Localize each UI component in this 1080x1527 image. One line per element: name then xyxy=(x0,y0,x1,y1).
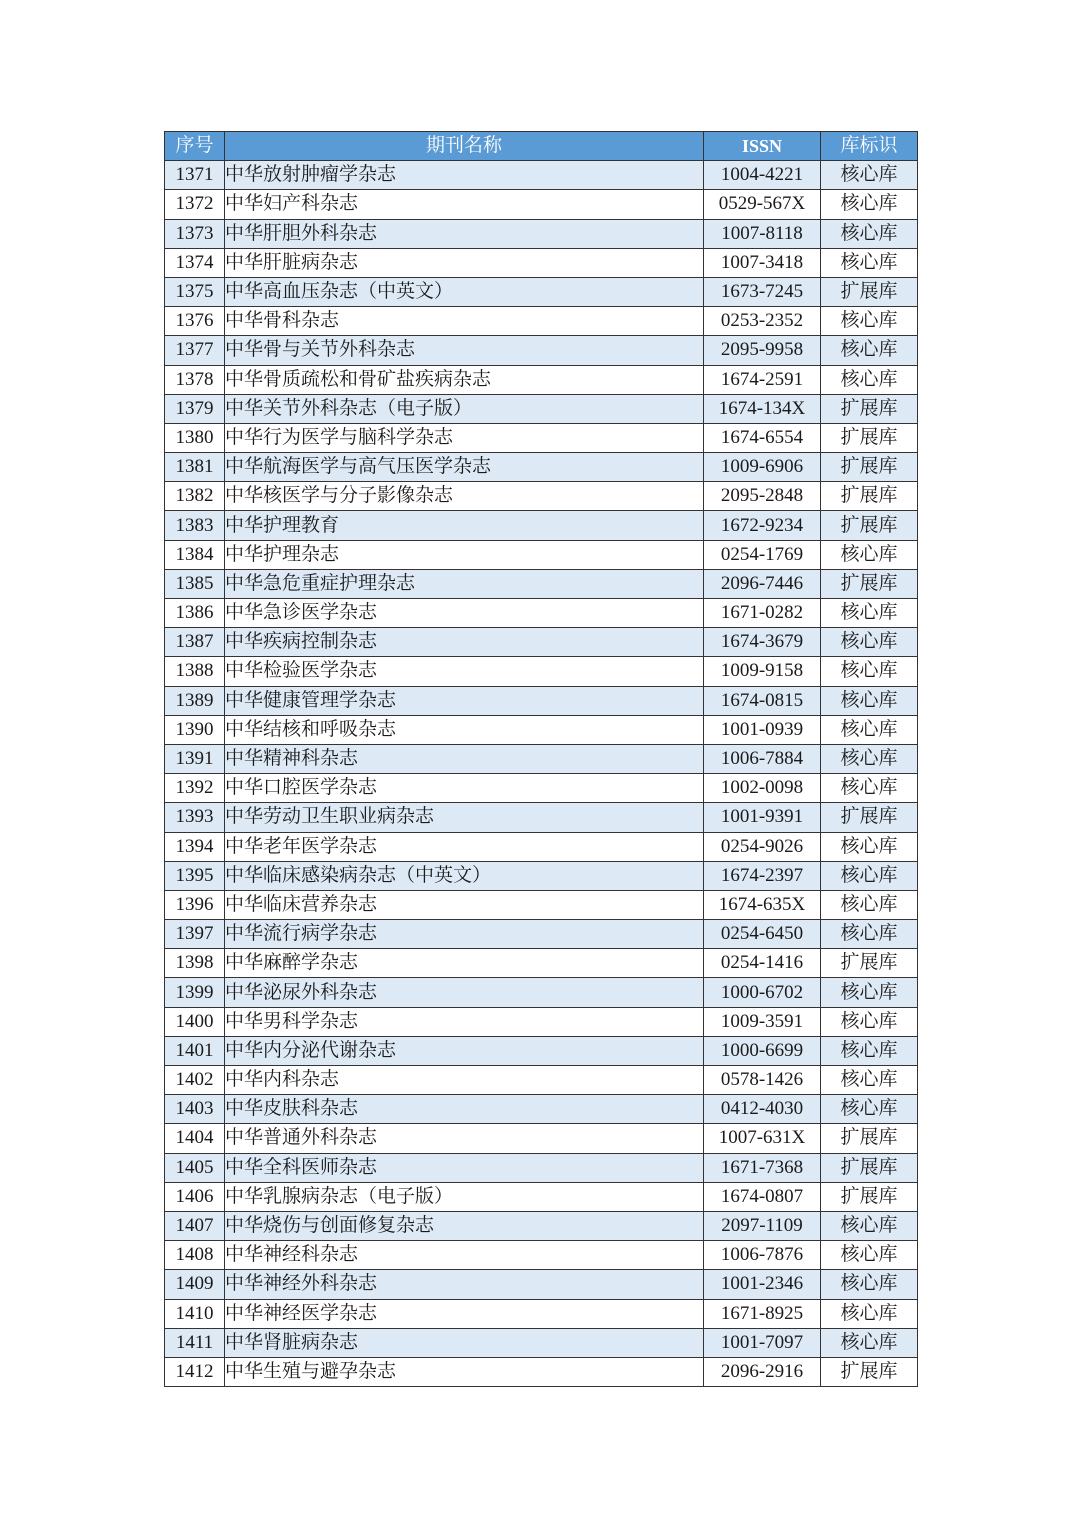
row-issn: 1674-0807 xyxy=(704,1182,821,1211)
row-journal-name: 中华急危重症护理杂志 xyxy=(225,569,704,598)
row-index: 1406 xyxy=(165,1182,225,1211)
row-index: 1399 xyxy=(165,978,225,1007)
row-journal-name: 中华肝脏病杂志 xyxy=(225,248,704,277)
row-library-tag: 核心库 xyxy=(821,219,918,248)
row-issn: 1001-0939 xyxy=(704,715,821,744)
row-journal-name: 中华皮肤科杂志 xyxy=(225,1095,704,1124)
table-row xyxy=(165,774,918,803)
row-issn: 0253-2352 xyxy=(704,307,821,336)
table-row xyxy=(165,803,918,832)
row-journal-name: 中华护理教育 xyxy=(225,511,704,540)
row-journal-name: 中华肾脏病杂志 xyxy=(225,1328,704,1357)
table-row xyxy=(165,686,918,715)
row-library-tag: 核心库 xyxy=(821,832,918,861)
table-row xyxy=(165,861,918,890)
document-page xyxy=(164,131,917,1387)
table-row xyxy=(165,1095,918,1124)
row-index: 1403 xyxy=(165,1095,225,1124)
row-journal-name: 中华妇产科杂志 xyxy=(225,190,704,219)
row-library-tag: 扩展库 xyxy=(821,569,918,598)
row-issn: 1674-635X xyxy=(704,890,821,919)
row-issn: 1007-3418 xyxy=(704,248,821,277)
row-index: 1392 xyxy=(165,774,225,803)
row-journal-name: 中华行为医学与脑科学杂志 xyxy=(225,423,704,452)
row-index: 1408 xyxy=(165,1241,225,1270)
table-row xyxy=(165,715,918,744)
row-library-tag: 核心库 xyxy=(821,1299,918,1328)
row-library-tag: 核心库 xyxy=(821,1066,918,1095)
row-issn: 1674-134X xyxy=(704,394,821,423)
row-library-tag: 扩展库 xyxy=(821,482,918,511)
table-row xyxy=(165,628,918,657)
row-index: 1375 xyxy=(165,277,225,306)
table-row xyxy=(165,161,918,190)
row-library-tag: 核心库 xyxy=(821,599,918,628)
row-issn: 1674-3679 xyxy=(704,628,821,657)
row-issn: 0254-1416 xyxy=(704,949,821,978)
row-index: 1377 xyxy=(165,336,225,365)
row-journal-name: 中华普通外科杂志 xyxy=(225,1124,704,1153)
row-journal-name: 中华男科学杂志 xyxy=(225,1007,704,1036)
row-index: 1379 xyxy=(165,394,225,423)
table-row xyxy=(165,423,918,452)
row-library-tag: 核心库 xyxy=(821,1007,918,1036)
table-row xyxy=(165,890,918,919)
row-index: 1397 xyxy=(165,920,225,949)
row-journal-name: 中华疾病控制杂志 xyxy=(225,628,704,657)
row-index: 1404 xyxy=(165,1124,225,1153)
row-library-tag: 核心库 xyxy=(821,920,918,949)
row-library-tag: 核心库 xyxy=(821,978,918,1007)
row-journal-name: 中华关节外科杂志（电子版） xyxy=(225,394,704,423)
row-journal-name: 中华精神科杂志 xyxy=(225,744,704,773)
row-index: 1409 xyxy=(165,1270,225,1299)
row-journal-name: 中华内分泌代谢杂志 xyxy=(225,1036,704,1065)
table-row xyxy=(165,657,918,686)
row-issn: 1006-7876 xyxy=(704,1241,821,1270)
row-issn: 2096-2916 xyxy=(704,1357,821,1386)
table-row xyxy=(165,832,918,861)
row-index: 1382 xyxy=(165,482,225,511)
row-library-tag: 扩展库 xyxy=(821,1182,918,1211)
row-journal-name: 中华神经外科杂志 xyxy=(225,1270,704,1299)
row-index: 1402 xyxy=(165,1066,225,1095)
row-issn: 1004-4221 xyxy=(704,161,821,190)
header-index: 序号 xyxy=(165,132,225,161)
header-issn: ISSN xyxy=(704,132,821,161)
row-journal-name: 中华骨与关节外科杂志 xyxy=(225,336,704,365)
table-row xyxy=(165,569,918,598)
row-journal-name: 中华泌尿外科杂志 xyxy=(225,978,704,1007)
row-library-tag: 核心库 xyxy=(821,657,918,686)
row-issn: 1002-0098 xyxy=(704,774,821,803)
row-journal-name: 中华神经科杂志 xyxy=(225,1241,704,1270)
row-issn: 1009-3591 xyxy=(704,1007,821,1036)
row-issn: 1674-2591 xyxy=(704,365,821,394)
row-index: 1386 xyxy=(165,599,225,628)
row-issn: 1001-9391 xyxy=(704,803,821,832)
row-issn: 1009-9158 xyxy=(704,657,821,686)
row-library-tag: 核心库 xyxy=(821,248,918,277)
row-issn: 0529-567X xyxy=(704,190,821,219)
row-index: 1373 xyxy=(165,219,225,248)
row-index: 1387 xyxy=(165,628,225,657)
table-row xyxy=(165,1007,918,1036)
row-library-tag: 扩展库 xyxy=(821,277,918,306)
row-index: 1395 xyxy=(165,861,225,890)
row-library-tag: 核心库 xyxy=(821,190,918,219)
row-journal-name: 中华神经医学杂志 xyxy=(225,1299,704,1328)
row-issn: 1007-631X xyxy=(704,1124,821,1153)
row-issn: 1671-0282 xyxy=(704,599,821,628)
row-journal-name: 中华高血压杂志（中英文） xyxy=(225,277,704,306)
row-journal-name: 中华护理杂志 xyxy=(225,540,704,569)
row-library-tag: 核心库 xyxy=(821,1328,918,1357)
table-row xyxy=(165,1036,918,1065)
row-issn: 0254-1769 xyxy=(704,540,821,569)
row-issn: 0578-1426 xyxy=(704,1066,821,1095)
row-journal-name: 中华麻醉学杂志 xyxy=(225,949,704,978)
table-row xyxy=(165,307,918,336)
row-library-tag: 扩展库 xyxy=(821,423,918,452)
row-library-tag: 核心库 xyxy=(821,1095,918,1124)
row-library-tag: 扩展库 xyxy=(821,949,918,978)
table-row xyxy=(165,511,918,540)
row-library-tag: 扩展库 xyxy=(821,1357,918,1386)
row-library-tag: 核心库 xyxy=(821,1241,918,1270)
journal-list-table xyxy=(164,131,918,1387)
table-row xyxy=(165,1328,918,1357)
row-index: 1396 xyxy=(165,890,225,919)
row-journal-name: 中华检验医学杂志 xyxy=(225,657,704,686)
row-issn: 2097-1109 xyxy=(704,1211,821,1240)
row-issn: 1000-6702 xyxy=(704,978,821,1007)
row-index: 1380 xyxy=(165,423,225,452)
table-row xyxy=(165,540,918,569)
row-library-tag: 核心库 xyxy=(821,336,918,365)
row-library-tag: 核心库 xyxy=(821,540,918,569)
row-journal-name: 中华放射肿瘤学杂志 xyxy=(225,161,704,190)
row-issn: 0412-4030 xyxy=(704,1095,821,1124)
row-index: 1398 xyxy=(165,949,225,978)
row-library-tag: 核心库 xyxy=(821,774,918,803)
row-library-tag: 扩展库 xyxy=(821,803,918,832)
row-journal-name: 中华临床营养杂志 xyxy=(225,890,704,919)
table-row xyxy=(165,365,918,394)
header-row xyxy=(165,132,918,161)
row-journal-name: 中华劳动卫生职业病杂志 xyxy=(225,803,704,832)
row-library-tag: 扩展库 xyxy=(821,453,918,482)
row-index: 1405 xyxy=(165,1153,225,1182)
row-index: 1388 xyxy=(165,657,225,686)
row-index: 1381 xyxy=(165,453,225,482)
row-issn: 1007-8118 xyxy=(704,219,821,248)
row-index: 1390 xyxy=(165,715,225,744)
row-library-tag: 扩展库 xyxy=(821,1124,918,1153)
table-row xyxy=(165,336,918,365)
row-library-tag: 核心库 xyxy=(821,628,918,657)
row-index: 1407 xyxy=(165,1211,225,1240)
row-index: 1374 xyxy=(165,248,225,277)
row-index: 1371 xyxy=(165,161,225,190)
row-journal-name: 中华核医学与分子影像杂志 xyxy=(225,482,704,511)
row-library-tag: 核心库 xyxy=(821,1036,918,1065)
table-row xyxy=(165,482,918,511)
row-issn: 2096-7446 xyxy=(704,569,821,598)
row-journal-name: 中华全科医师杂志 xyxy=(225,1153,704,1182)
table-row xyxy=(165,978,918,1007)
row-library-tag: 核心库 xyxy=(821,1270,918,1299)
row-issn: 0254-6450 xyxy=(704,920,821,949)
row-library-tag: 核心库 xyxy=(821,861,918,890)
table-row xyxy=(165,453,918,482)
row-journal-name: 中华生殖与避孕杂志 xyxy=(225,1357,704,1386)
row-journal-name: 中华内科杂志 xyxy=(225,1066,704,1095)
table-row xyxy=(165,1299,918,1328)
row-issn: 1006-7884 xyxy=(704,744,821,773)
row-index: 1393 xyxy=(165,803,225,832)
row-index: 1372 xyxy=(165,190,225,219)
row-issn: 1001-7097 xyxy=(704,1328,821,1357)
row-journal-name: 中华肝胆外科杂志 xyxy=(225,219,704,248)
row-journal-name: 中华骨质疏松和骨矿盐疾病杂志 xyxy=(225,365,704,394)
row-index: 1401 xyxy=(165,1036,225,1065)
table-header xyxy=(165,132,918,161)
row-issn: 1673-7245 xyxy=(704,277,821,306)
row-library-tag: 核心库 xyxy=(821,161,918,190)
row-issn: 1671-7368 xyxy=(704,1153,821,1182)
table-row xyxy=(165,219,918,248)
row-library-tag: 核心库 xyxy=(821,715,918,744)
row-issn: 2095-2848 xyxy=(704,482,821,511)
row-index: 1378 xyxy=(165,365,225,394)
header-journal-name: 期刊名称 xyxy=(225,132,704,161)
row-journal-name: 中华乳腺病杂志（电子版） xyxy=(225,1182,704,1211)
row-index: 1400 xyxy=(165,1007,225,1036)
row-library-tag: 核心库 xyxy=(821,686,918,715)
row-issn: 1674-0815 xyxy=(704,686,821,715)
row-index: 1384 xyxy=(165,540,225,569)
row-index: 1411 xyxy=(165,1328,225,1357)
row-journal-name: 中华健康管理学杂志 xyxy=(225,686,704,715)
row-index: 1389 xyxy=(165,686,225,715)
table-row xyxy=(165,1066,918,1095)
row-index: 1383 xyxy=(165,511,225,540)
row-issn: 1674-6554 xyxy=(704,423,821,452)
row-journal-name: 中华口腔医学杂志 xyxy=(225,774,704,803)
row-library-tag: 核心库 xyxy=(821,890,918,919)
row-issn: 0254-9026 xyxy=(704,832,821,861)
row-library-tag: 核心库 xyxy=(821,744,918,773)
row-issn: 1671-8925 xyxy=(704,1299,821,1328)
row-index: 1385 xyxy=(165,569,225,598)
table-row xyxy=(165,1124,918,1153)
row-index: 1391 xyxy=(165,744,225,773)
table-row xyxy=(165,1241,918,1270)
table-row xyxy=(165,190,918,219)
row-library-tag: 核心库 xyxy=(821,307,918,336)
row-journal-name: 中华烧伤与创面修复杂志 xyxy=(225,1211,704,1240)
row-issn: 1674-2397 xyxy=(704,861,821,890)
row-index: 1412 xyxy=(165,1357,225,1386)
table-row xyxy=(165,277,918,306)
row-index: 1394 xyxy=(165,832,225,861)
row-journal-name: 中华流行病学杂志 xyxy=(225,920,704,949)
table-row xyxy=(165,949,918,978)
table-row xyxy=(165,599,918,628)
row-journal-name: 中华骨科杂志 xyxy=(225,307,704,336)
row-journal-name: 中华临床感染病杂志（中英文） xyxy=(225,861,704,890)
row-library-tag: 扩展库 xyxy=(821,511,918,540)
table-row xyxy=(165,1182,918,1211)
row-journal-name: 中华老年医学杂志 xyxy=(225,832,704,861)
table-row xyxy=(165,1153,918,1182)
table-body xyxy=(165,161,918,1387)
row-journal-name: 中华急诊医学杂志 xyxy=(225,599,704,628)
row-index: 1376 xyxy=(165,307,225,336)
table-row xyxy=(165,248,918,277)
table-row xyxy=(165,744,918,773)
row-issn: 2095-9958 xyxy=(704,336,821,365)
row-library-tag: 核心库 xyxy=(821,365,918,394)
table-row xyxy=(165,920,918,949)
table-row xyxy=(165,394,918,423)
row-journal-name: 中华航海医学与高气压医学杂志 xyxy=(225,453,704,482)
row-issn: 1001-2346 xyxy=(704,1270,821,1299)
row-library-tag: 扩展库 xyxy=(821,1153,918,1182)
row-issn: 1009-6906 xyxy=(704,453,821,482)
row-library-tag: 扩展库 xyxy=(821,394,918,423)
row-journal-name: 中华结核和呼吸杂志 xyxy=(225,715,704,744)
row-issn: 1000-6699 xyxy=(704,1036,821,1065)
table-row xyxy=(165,1270,918,1299)
row-library-tag: 核心库 xyxy=(821,1211,918,1240)
row-index: 1410 xyxy=(165,1299,225,1328)
header-library-tag: 库标识 xyxy=(821,132,918,161)
row-issn: 1672-9234 xyxy=(704,511,821,540)
table-row xyxy=(165,1211,918,1240)
table-row xyxy=(165,1357,918,1386)
